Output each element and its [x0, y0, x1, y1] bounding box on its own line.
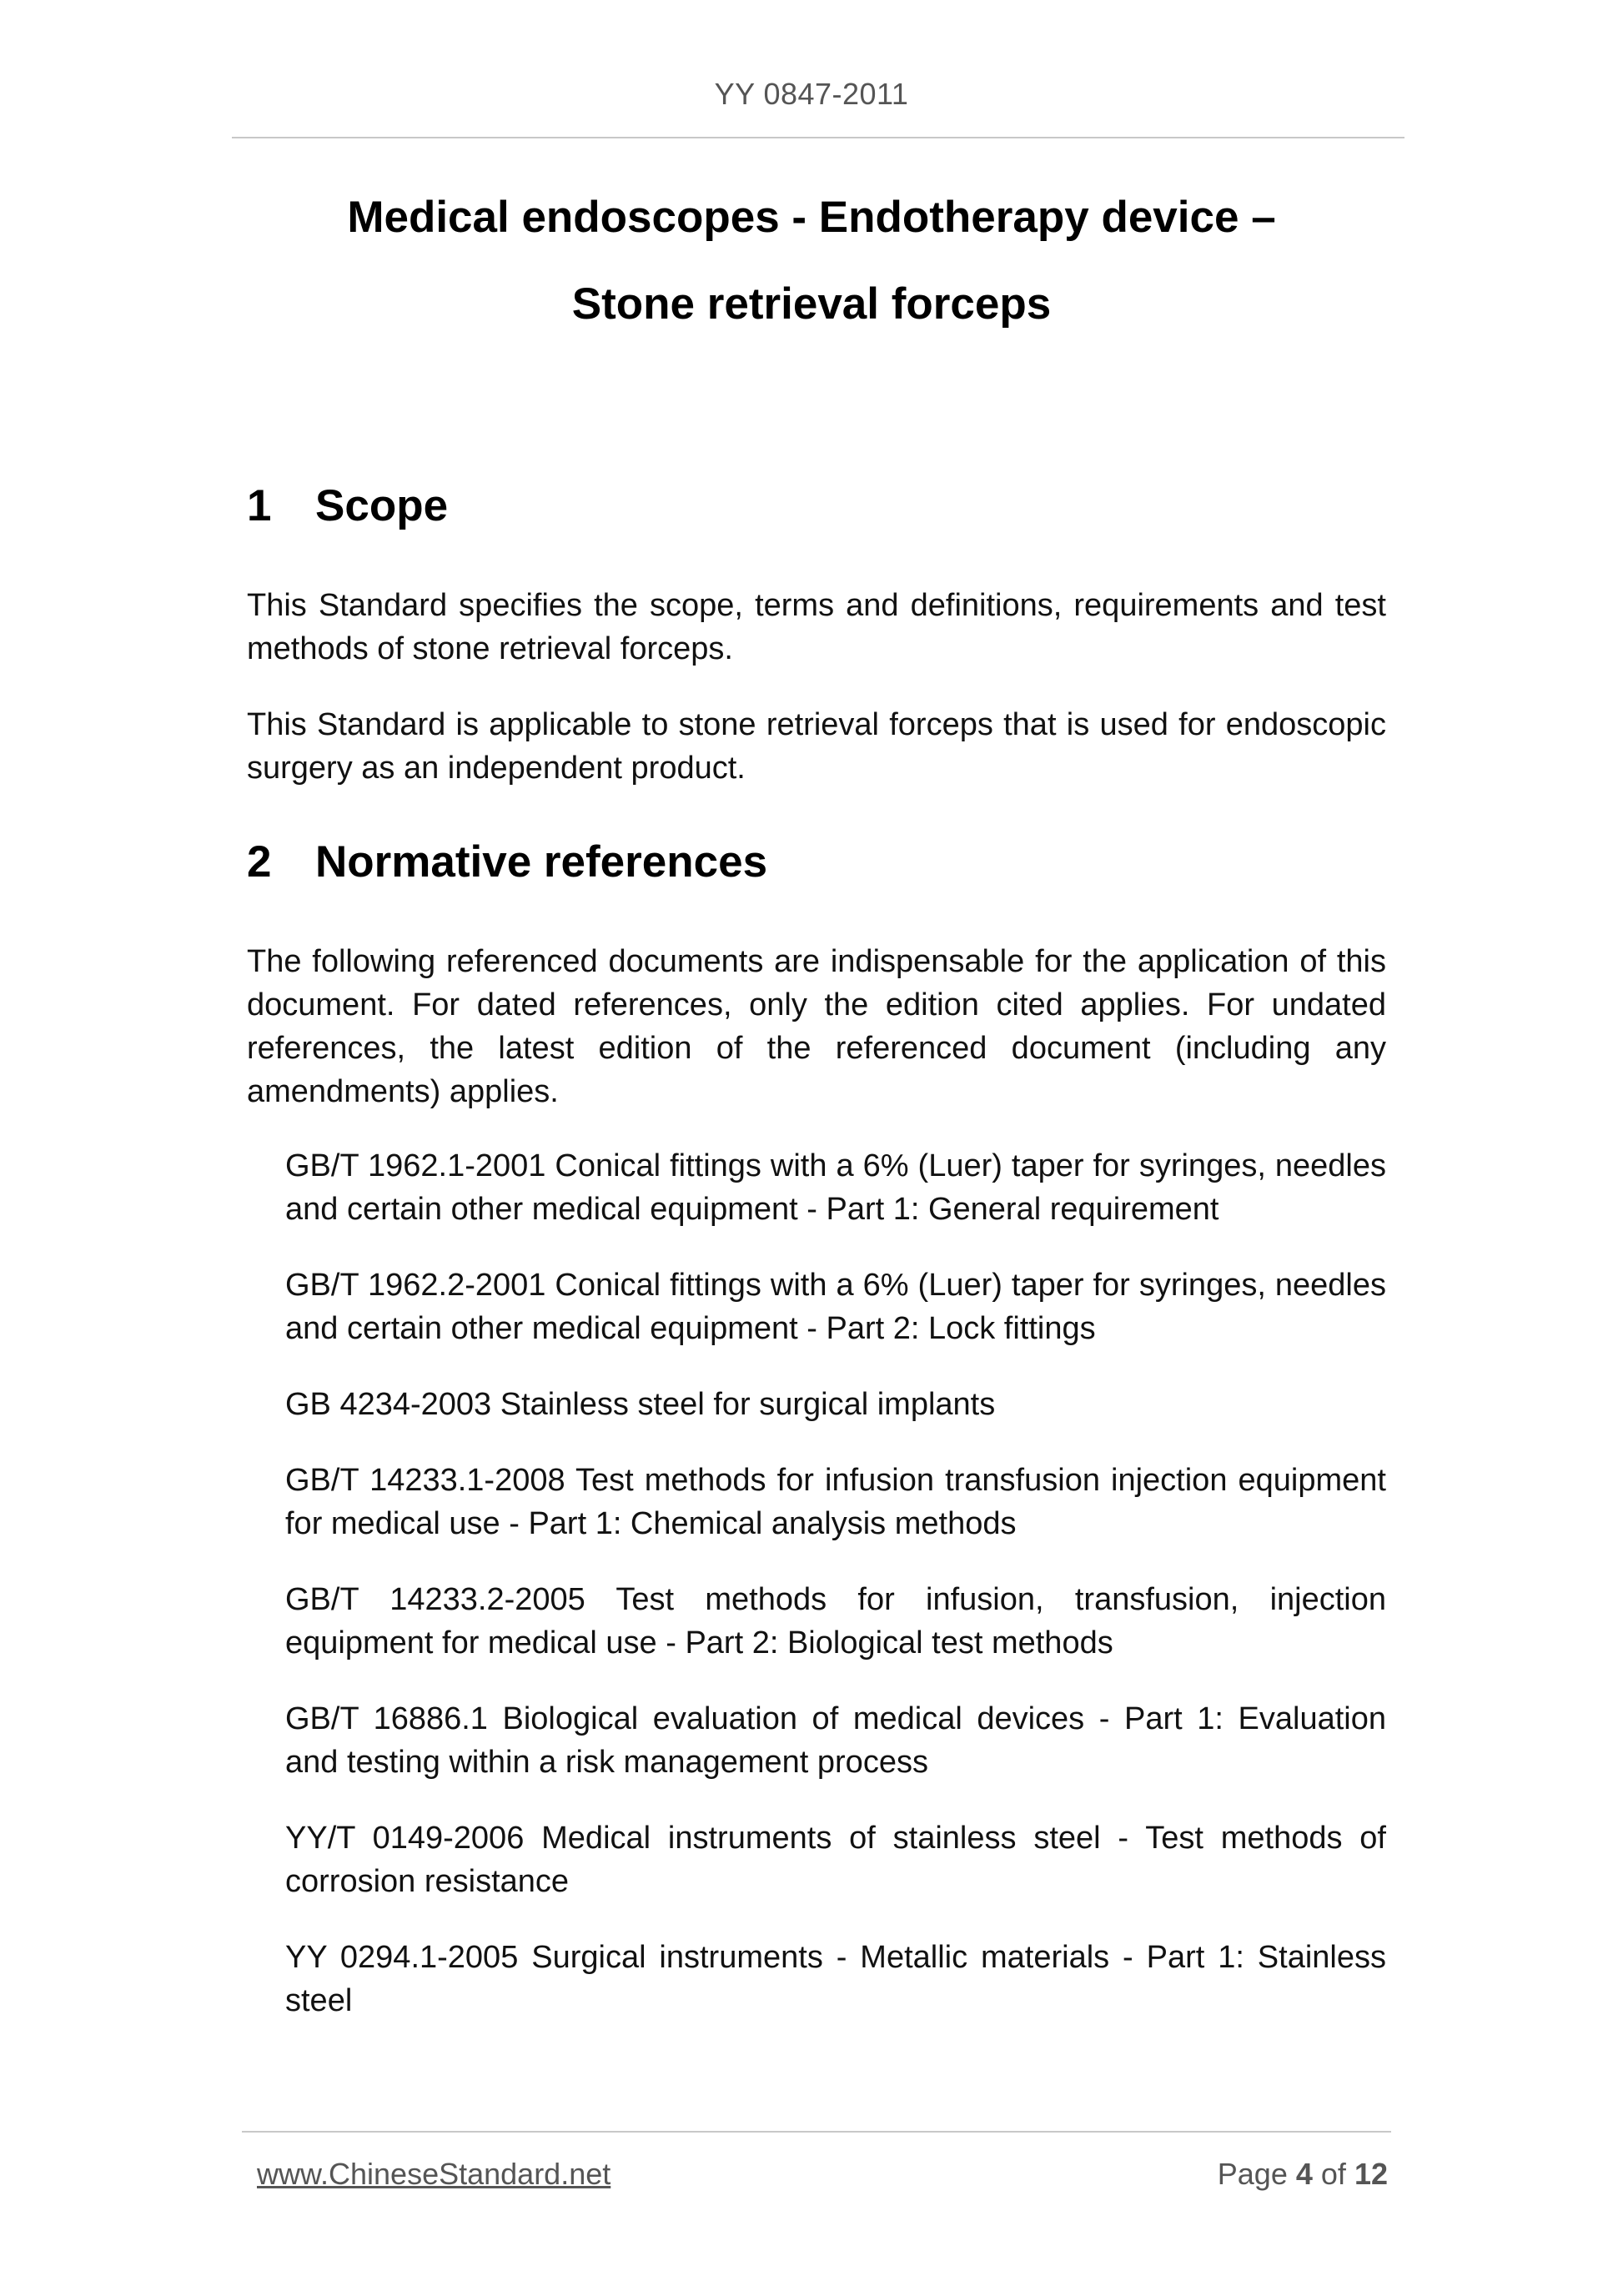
- page-prefix: Page: [1217, 2157, 1288, 2191]
- reference-list: [285, 1144, 1386, 2055]
- page-indicator: [1218, 2157, 1388, 2192]
- document-title-line-1: Medical endoscopes - Endotherapy device –: [347, 193, 1276, 242]
- page-of: of: [1320, 2157, 1346, 2191]
- reference-item: GB/T 1962.2-2001 Conical fittings with a 6% (Luer) taper for syringes, needles and certain other medical equipment - Part 2: Lock fittings: [285, 1268, 1386, 1346]
- section-2-title: Normative references: [315, 837, 768, 887]
- section-1-title: Scope: [315, 481, 449, 530]
- scope-paragraph-1: This Standard specifies the scope, terms and definitions, requirements and test methods of stone retrieval forceps.: [247, 588, 1386, 666]
- header-divider: [232, 137, 1404, 138]
- reference-item: GB/T 1962.1-2001 Conical fittings with a 6% (Luer) taper for syringes, needles and certain other medical equipment - Part 1: General requirement: [285, 1148, 1386, 1227]
- section-1-heading: [247, 480, 448, 531]
- website-link[interactable]: www.ChineseStandard.net: [257, 2157, 611, 2191]
- scope-paragraph-2: This Standard is applicable to stone retrieval forceps that is used for endoscopic surgery as an independent product.: [247, 707, 1386, 786]
- reference-item: GB/T 14233.1-2008 Test methods for infusion transfusion injection equipment for medical use - Part 1: Chemical analysis methods: [285, 1463, 1386, 1541]
- document-title-line-2: Stone retrieval forceps: [571, 279, 1052, 329]
- section-2-heading: [247, 837, 767, 887]
- reference-item: YY 0294.1-2005 Surgical instruments - Metallic materials - Part 1: Stainless steel: [285, 1940, 1386, 2018]
- reference-item: GB/T 16886.1 Biological evaluation of medical devices - Part 1: Evaluation and testing within a risk management process: [285, 1701, 1386, 1780]
- reference-item: GB 4234-2003 Stainless steel for surgical implants: [285, 1387, 996, 1422]
- page-total: 12: [1354, 2157, 1388, 2191]
- page-header-doc-code: YY 0847-2011: [714, 77, 909, 111]
- reference-item: YY/T 0149-2006 Medical instruments of stainless steel - Test methods of corrosion resistance: [285, 1821, 1386, 1899]
- section-1-number: 1: [247, 481, 272, 530]
- footer-divider: [242, 2131, 1391, 2133]
- normative-references-intro: The following referenced documents are indispensable for the application of this document. For dated references, only the edition cited applies. For undated references, the latest edition of the referenced document (including any amendments) applies.: [247, 944, 1386, 1109]
- page-current: 4: [1295, 2157, 1313, 2191]
- section-2-number: 2: [247, 837, 272, 887]
- reference-item: GB/T 14233.2-2005 Test methods for infusion, transfusion, injection equipment for medical use - Part 2: Biological test methods: [285, 1582, 1386, 1660]
